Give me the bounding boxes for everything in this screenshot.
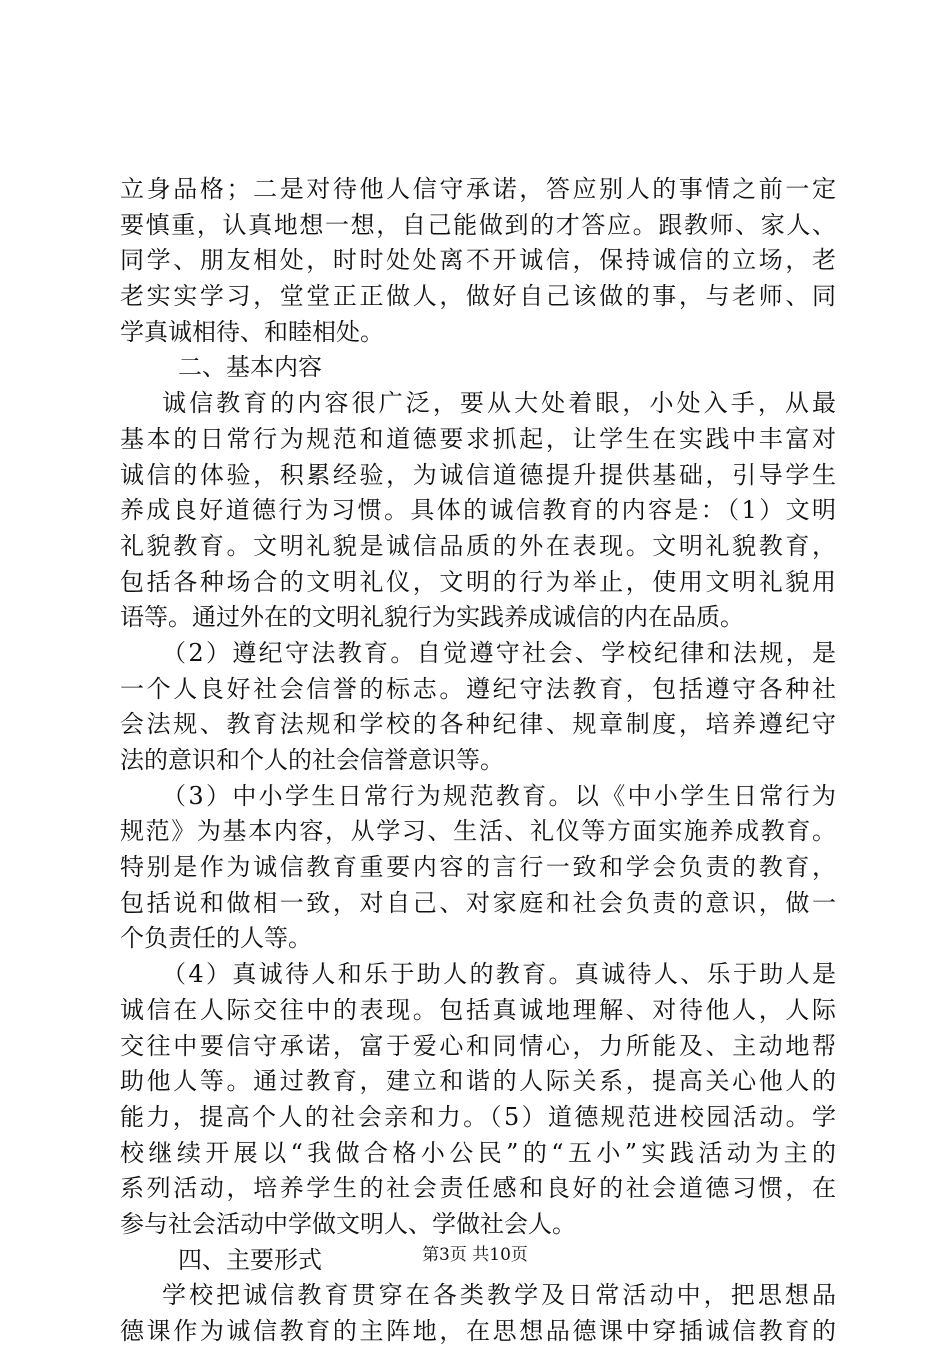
paragraph-line: 老实实学习，堂堂正正做人，做好自己该做的事，与老师、同 (120, 282, 836, 311)
paragraph-line: 诚信在人际交往中的表现。包括真诚地理解、对待他人，人际 (120, 995, 836, 1024)
paragraph-line: 同学、朋友相处，时时处处离不开诚信，保持诚信的立场，老 (120, 246, 836, 275)
paragraph-first-line: 诚信教育的内容很广泛，要从大处着眼，小处入手，从最 (162, 389, 836, 418)
paragraph-line: 包括说和做相一致，对自己、对家庭和社会负责的意识，做一 (120, 888, 836, 917)
paragraph-line: 系列活动，培养学生的社会责任感和良好的社会道德习惯，在 (120, 1174, 836, 1203)
paragraph-line: 校继续开展以“我做合格小公民”的“五小”实践活动为主的 (120, 1138, 836, 1167)
paragraph-line: 礼貌教育。文明礼貌是诚信品质的外在表现。文明礼貌教育， (120, 531, 836, 560)
paragraph-line: 德课作为诚信教育的主阵地，在思想品德课中穿插诚信教育的 (120, 1317, 836, 1345)
paragraph-line: 规范》为基本内容，从学习、生活、礼仪等方面实施养成教育。 (120, 817, 836, 846)
section-heading: 四、主要形式 (178, 1245, 322, 1274)
document-body (120, 172, 836, 1350)
paragraph-line: 法的意识和个人的社会信誉意识等。 (120, 746, 504, 774)
paragraph-line: 语等。通过外在的文明礼貌行为实践养成诚信的内在品质。 (120, 603, 744, 632)
paragraph-line: 参与社会活动中学做文明人、学做社会人。 (120, 1209, 576, 1238)
paragraph-first-line: （2）遵纪守法教育。自觉遵守社会、学校纪律和法规，是 (162, 638, 836, 667)
paragraph-line: 特别是作为诚信教育重要内容的言行一致和学会负责的教育， (120, 853, 836, 882)
page-footer: 第3页 共10页 (422, 1245, 528, 1265)
paragraph-line: 个负责任的人等。 (120, 924, 312, 953)
paragraph-line: 助他人等。通过教育，建立和谐的人际关系，提高关心他人的 (120, 1067, 836, 1096)
paragraph-line: 基本的日常行为规范和道德要求抓起，让学生在实践中丰富对 (120, 424, 836, 453)
paragraph-line: 能力，提高个人的社会亲和力。（5）道德规范进校园活动。学 (120, 1102, 836, 1131)
paragraph-line: 诚信的体验，积累经验，为诚信道德提升提供基础，引导学生 (120, 460, 836, 489)
paragraph-line: 要慎重，认真地想一想，自己能做到的才答应。跟教师、家人、 (120, 210, 836, 239)
paragraph-line: 一个人良好社会信誉的标志。遵纪守法教育，包括遵守各种社 (120, 674, 836, 703)
paragraph-line: 包括各种场合的文明礼仪，文明的行为举止，使用文明礼貌用 (120, 567, 836, 596)
section-heading: 二、基本内容 (178, 353, 322, 382)
paragraph-line: 会法规、教育法规和学校的各种纪律、规章制度，培养遵纪守 (120, 710, 836, 739)
paragraph-line: 立身品格；二是对待他人信守承诺，答应别人的事情之前一定 (120, 175, 836, 203)
paragraph-first-line: （4）真诚待人和乐于助人的教育。真诚待人、乐于助人是 (162, 960, 836, 989)
paragraph-line: 交往中要信守承诺，富于爱心和同情心，力所能及、主动地帮 (120, 1031, 836, 1060)
paragraph-line: 养成良好道德行为习惯。具体的诚信教育的内容是：（1）文明 (120, 496, 836, 525)
paragraph-first-line: （3）中小学生日常行为规范教育。以《中小学生日常行为 (162, 781, 836, 810)
paragraph-first-line: 学校把诚信教育贯穿在各类教学及日常活动中，把思想品 (162, 1281, 836, 1310)
paragraph-line: 学真诚相待、和睦相处。 (120, 317, 384, 346)
